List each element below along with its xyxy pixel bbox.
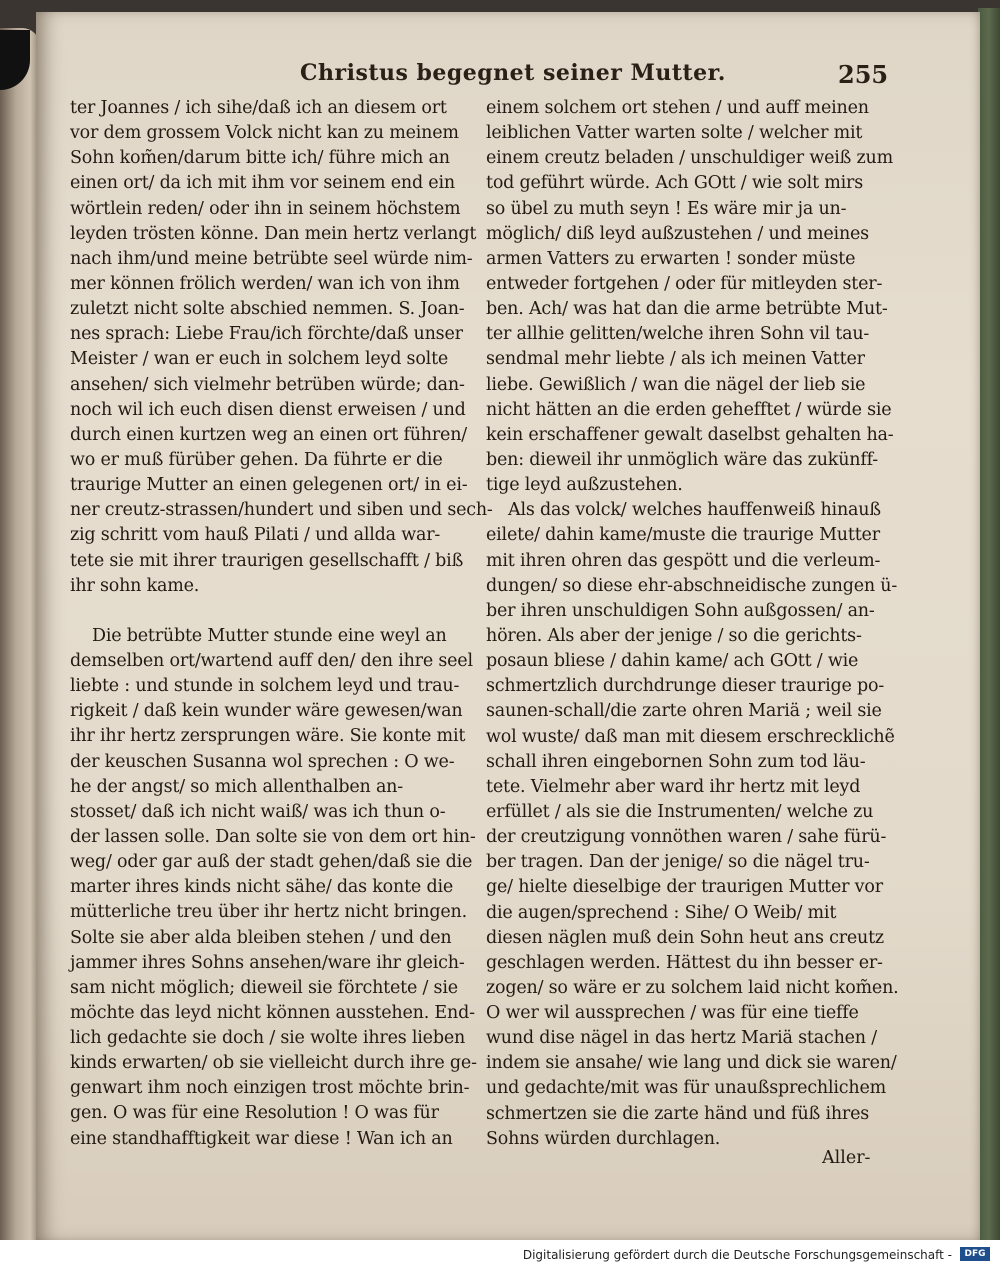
- right-paragraph-1: [486, 96, 894, 498]
- text-line: eine standhafftigkeit war diese ! Wan ich an: [70, 1128, 453, 1149]
- text-line: liebe. Gewißlich / wan die nägel der lieb sie: [486, 374, 866, 395]
- text-line: sendmal mehr liebte / als ich meinen Vatter: [486, 349, 865, 370]
- text-line: möchte das leyd nicht können ausstehen. End-: [70, 1002, 475, 1023]
- text-line: indem sie ansahe/ wie lang und dick sie waren/: [486, 1053, 897, 1074]
- text-line: wörtlein reden/ oder ihn in seinem höchstem: [70, 198, 461, 219]
- text-line: zuletzt nicht solte abschied nemmen. S. Joan-: [70, 299, 465, 320]
- text-line: Meister / wan er euch in solchem leyd solte: [70, 349, 449, 370]
- text-line: diesen näglen muß dein Sohn heut ans creutz: [486, 927, 884, 948]
- text-line: ber tragen. Dan der jenige/ so die nägel tru-: [486, 852, 870, 873]
- previous-page-edge: [0, 28, 40, 1240]
- left-paragraph-2: [70, 624, 477, 1152]
- text-line: Sohns würden durchlagen.: [486, 1128, 721, 1149]
- text-line: ter allhie gelitten/welche ihren Sohn vil tau-: [486, 324, 870, 345]
- text-line: sam nicht möglich; dieweil sie förchtete / sie: [70, 977, 458, 998]
- text-line: he der angst/ so mich allenthalben an-: [70, 776, 403, 797]
- text-line: O wer wil aussprechen / was für eine tieffe: [486, 1003, 859, 1024]
- text-line: jammer ihres Sohns ansehen/ware ihr gleich-: [70, 952, 465, 973]
- text-line: tete. Vielmehr aber ward ihr hertz mit leyd: [486, 776, 861, 797]
- text-line: noch wil ich euch disen dienst erweisen / und: [70, 399, 466, 420]
- text-line: ansehen/ sich vielmehr betrüben würde; dan-: [70, 374, 465, 395]
- text-line: wol wuste/ daß man mit diesem erschrecklichẽ: [486, 726, 895, 747]
- text-line: traurige Mutter an einen gelegenen ort/ in ei-: [70, 475, 468, 496]
- text-line: schmertzen sie die zarte händ und füß ihres: [486, 1103, 870, 1124]
- text-line: erfüllet / als sie die Instrumenten/ welche zu: [486, 801, 874, 822]
- text-line: vor dem grossem Volck nicht kan zu meinem: [70, 123, 459, 144]
- text-line: Solte sie aber alda bleiben stehen / und den: [70, 927, 452, 948]
- text-line: entweder fortgehen / oder für mitleyden ster-: [486, 273, 883, 294]
- text-line: posaun bliese / dahin kame/ ach GOtt / wie: [486, 651, 859, 672]
- text-line: so übel zu muth seyn ! Es wäre mir ja un-: [486, 198, 847, 219]
- text-line: der lassen solle. Dan solte sie von dem ort hin-: [70, 826, 476, 847]
- text-line: kein erschaffener gewalt daselbst gehalten ha-: [486, 424, 894, 445]
- book-cover-edge: [978, 8, 1000, 1240]
- text-line: Die betrübte Mutter stunde eine weyl an: [92, 625, 447, 646]
- text-line: schall ihren eingebornen Sohn zum tod läu-: [486, 751, 866, 772]
- dfg-logo: DFG: [960, 1247, 990, 1261]
- text-line: der keuschen Susanna wol sprechen : O we-: [70, 751, 455, 772]
- text-line: ihr sohn kame.: [70, 575, 200, 596]
- text-line: einem solchem ort stehen / und auff meinen: [486, 98, 869, 118]
- text-line: durch einen kurtzen weg an einen ort führen/: [70, 424, 467, 445]
- text-line: nach ihm/und meine betrübte seel würde nim-: [70, 248, 473, 269]
- text-line: ter Joannes / ich sihe/daß ich an diesem ort: [70, 98, 447, 118]
- footer-bar: [0, 1240, 1000, 1270]
- text-line: leyden trösten könne. Dan mein hertz verlangt: [70, 223, 477, 244]
- funding-notice: Digitalisierung gefördert durch die Deutsche Forschungsgemeinschaft -: [522, 1248, 952, 1262]
- text-line: zig schritt vom hauß Pilati / und allda war-: [70, 525, 441, 546]
- text-line: rigkeit / daß kein wunder wäre gewesen/wan: [70, 701, 463, 722]
- right-column: [486, 96, 899, 1152]
- text-line: Sohn kom̃en/darum bitte ich/ führe mich an: [70, 148, 450, 169]
- left-paragraph-1: [70, 96, 493, 599]
- text-line: zogen/ so wäre er zu solchem laid nicht kom̃en.: [486, 977, 899, 998]
- text-line: und gedachte/mit was für unaußsprechlichem: [486, 1078, 887, 1099]
- left-column: [70, 96, 493, 1152]
- text-line: tete sie mit ihrer traurigen gesellschafft / biß: [70, 550, 464, 571]
- text-line: liebte : und stunde in solchem leyd und trau-: [70, 676, 460, 697]
- text-line: lich gedachte sie doch / sie wolte ihres lieben: [70, 1028, 466, 1049]
- text-line: ner creutz-strassen/hundert und siben und sech-: [70, 500, 493, 521]
- text-line: armen Vatters zu erwarten ! sonder müste: [486, 248, 856, 269]
- text-line: ge/ hielte dieselbige der traurigen Mutter vor: [486, 877, 883, 898]
- text-line: geschlagen werden. Hättest du ihn besser er-: [486, 952, 883, 973]
- text-line: eilete/ dahin kame/muste die traurige Mutter: [486, 525, 880, 546]
- text-line: mer können frölich werden/ wan ich von ihm: [70, 273, 460, 294]
- catchword: Aller-: [822, 1148, 871, 1168]
- text-line: mütterliche treu über ihr hertz nicht bringen.: [70, 902, 467, 923]
- text-line: ben. Ach/ was hat dan die arme betrübte Mut-: [486, 299, 888, 320]
- text-line: nes sprach: Liebe Frau/ich förchte/daß unser: [70, 324, 463, 345]
- page-number: 255: [838, 60, 889, 89]
- text-line: marter ihres kinds nicht sähe/ das konte die: [70, 877, 453, 898]
- text-line: demselben ort/wartend auff den/ den ihre seel: [70, 650, 473, 671]
- text-line: stosset/ daß ich nicht waiß/ was ich thun o-: [70, 801, 446, 822]
- text-line: nicht hätten an die erden gehefftet / würde sie: [486, 399, 892, 420]
- text-line: leiblichen Vatter warten solte / welcher mit: [486, 123, 863, 144]
- text-line: die augen/sprechend : Sihe/ O Weib/ mit: [486, 902, 837, 923]
- text-line: dungen/ so diese ehr-abschneidische zungen ü-: [486, 575, 898, 596]
- text-line: einen ort/ da ich mit ihm vor seinem end ein: [70, 173, 455, 194]
- text-line: der creutzigung vonnöthen waren / sahe fürü-: [486, 827, 887, 848]
- text-line: wo er muß fürüber gehen. Da führte er die: [70, 449, 443, 470]
- text-line: saunen-schall/die zarte ohren Mariä ; weil sie: [486, 701, 882, 722]
- text-line: gen. O was für eine Resolution ! O was für: [70, 1103, 439, 1124]
- running-head: Christus begegnet seiner Mutter.: [300, 60, 726, 86]
- text-line: Als das volck/ welches hauffenweiß hinauß: [508, 500, 881, 521]
- text-line: wund dise nägel in das hertz Mariä stachen /: [486, 1028, 877, 1049]
- text-line: schmertzlich durchdrunge dieser traurige po-: [486, 676, 885, 697]
- paragraph-gap: [70, 599, 470, 624]
- right-paragraph-2: [486, 498, 899, 1152]
- text-line: tige leyd außzustehen.: [486, 475, 683, 496]
- text-line: tod geführt würde. Ach GOtt / wie solt mirs: [486, 173, 863, 194]
- text-line: genwart ihm noch einzigen trost möchte brin-: [70, 1078, 470, 1099]
- text-line: einem creutz beladen / unschuldiger weiß zum: [486, 148, 894, 169]
- text-line: möglich/ diß leyd außzustehen / und meines: [486, 223, 869, 244]
- text-line: weg/ oder gar auß der stadt gehen/daß sie die: [70, 852, 473, 873]
- text-line: kinds erwarten/ ob sie vielleicht durch ihre ge-: [70, 1053, 477, 1074]
- text-line: ber ihren unschuldigen Sohn außgossen/ an-: [486, 600, 875, 621]
- text-line: mit ihren ohren das gespött und die verleum-: [486, 550, 881, 571]
- text-line: hören. Als aber der jenige / so die gerichts-: [486, 625, 862, 646]
- text-line: ben: dieweil ihr unmöglich wäre das zukünff-: [486, 449, 878, 470]
- text-line: ihr ihr hertz zersprungen wäre. Sie konte mit: [70, 726, 466, 747]
